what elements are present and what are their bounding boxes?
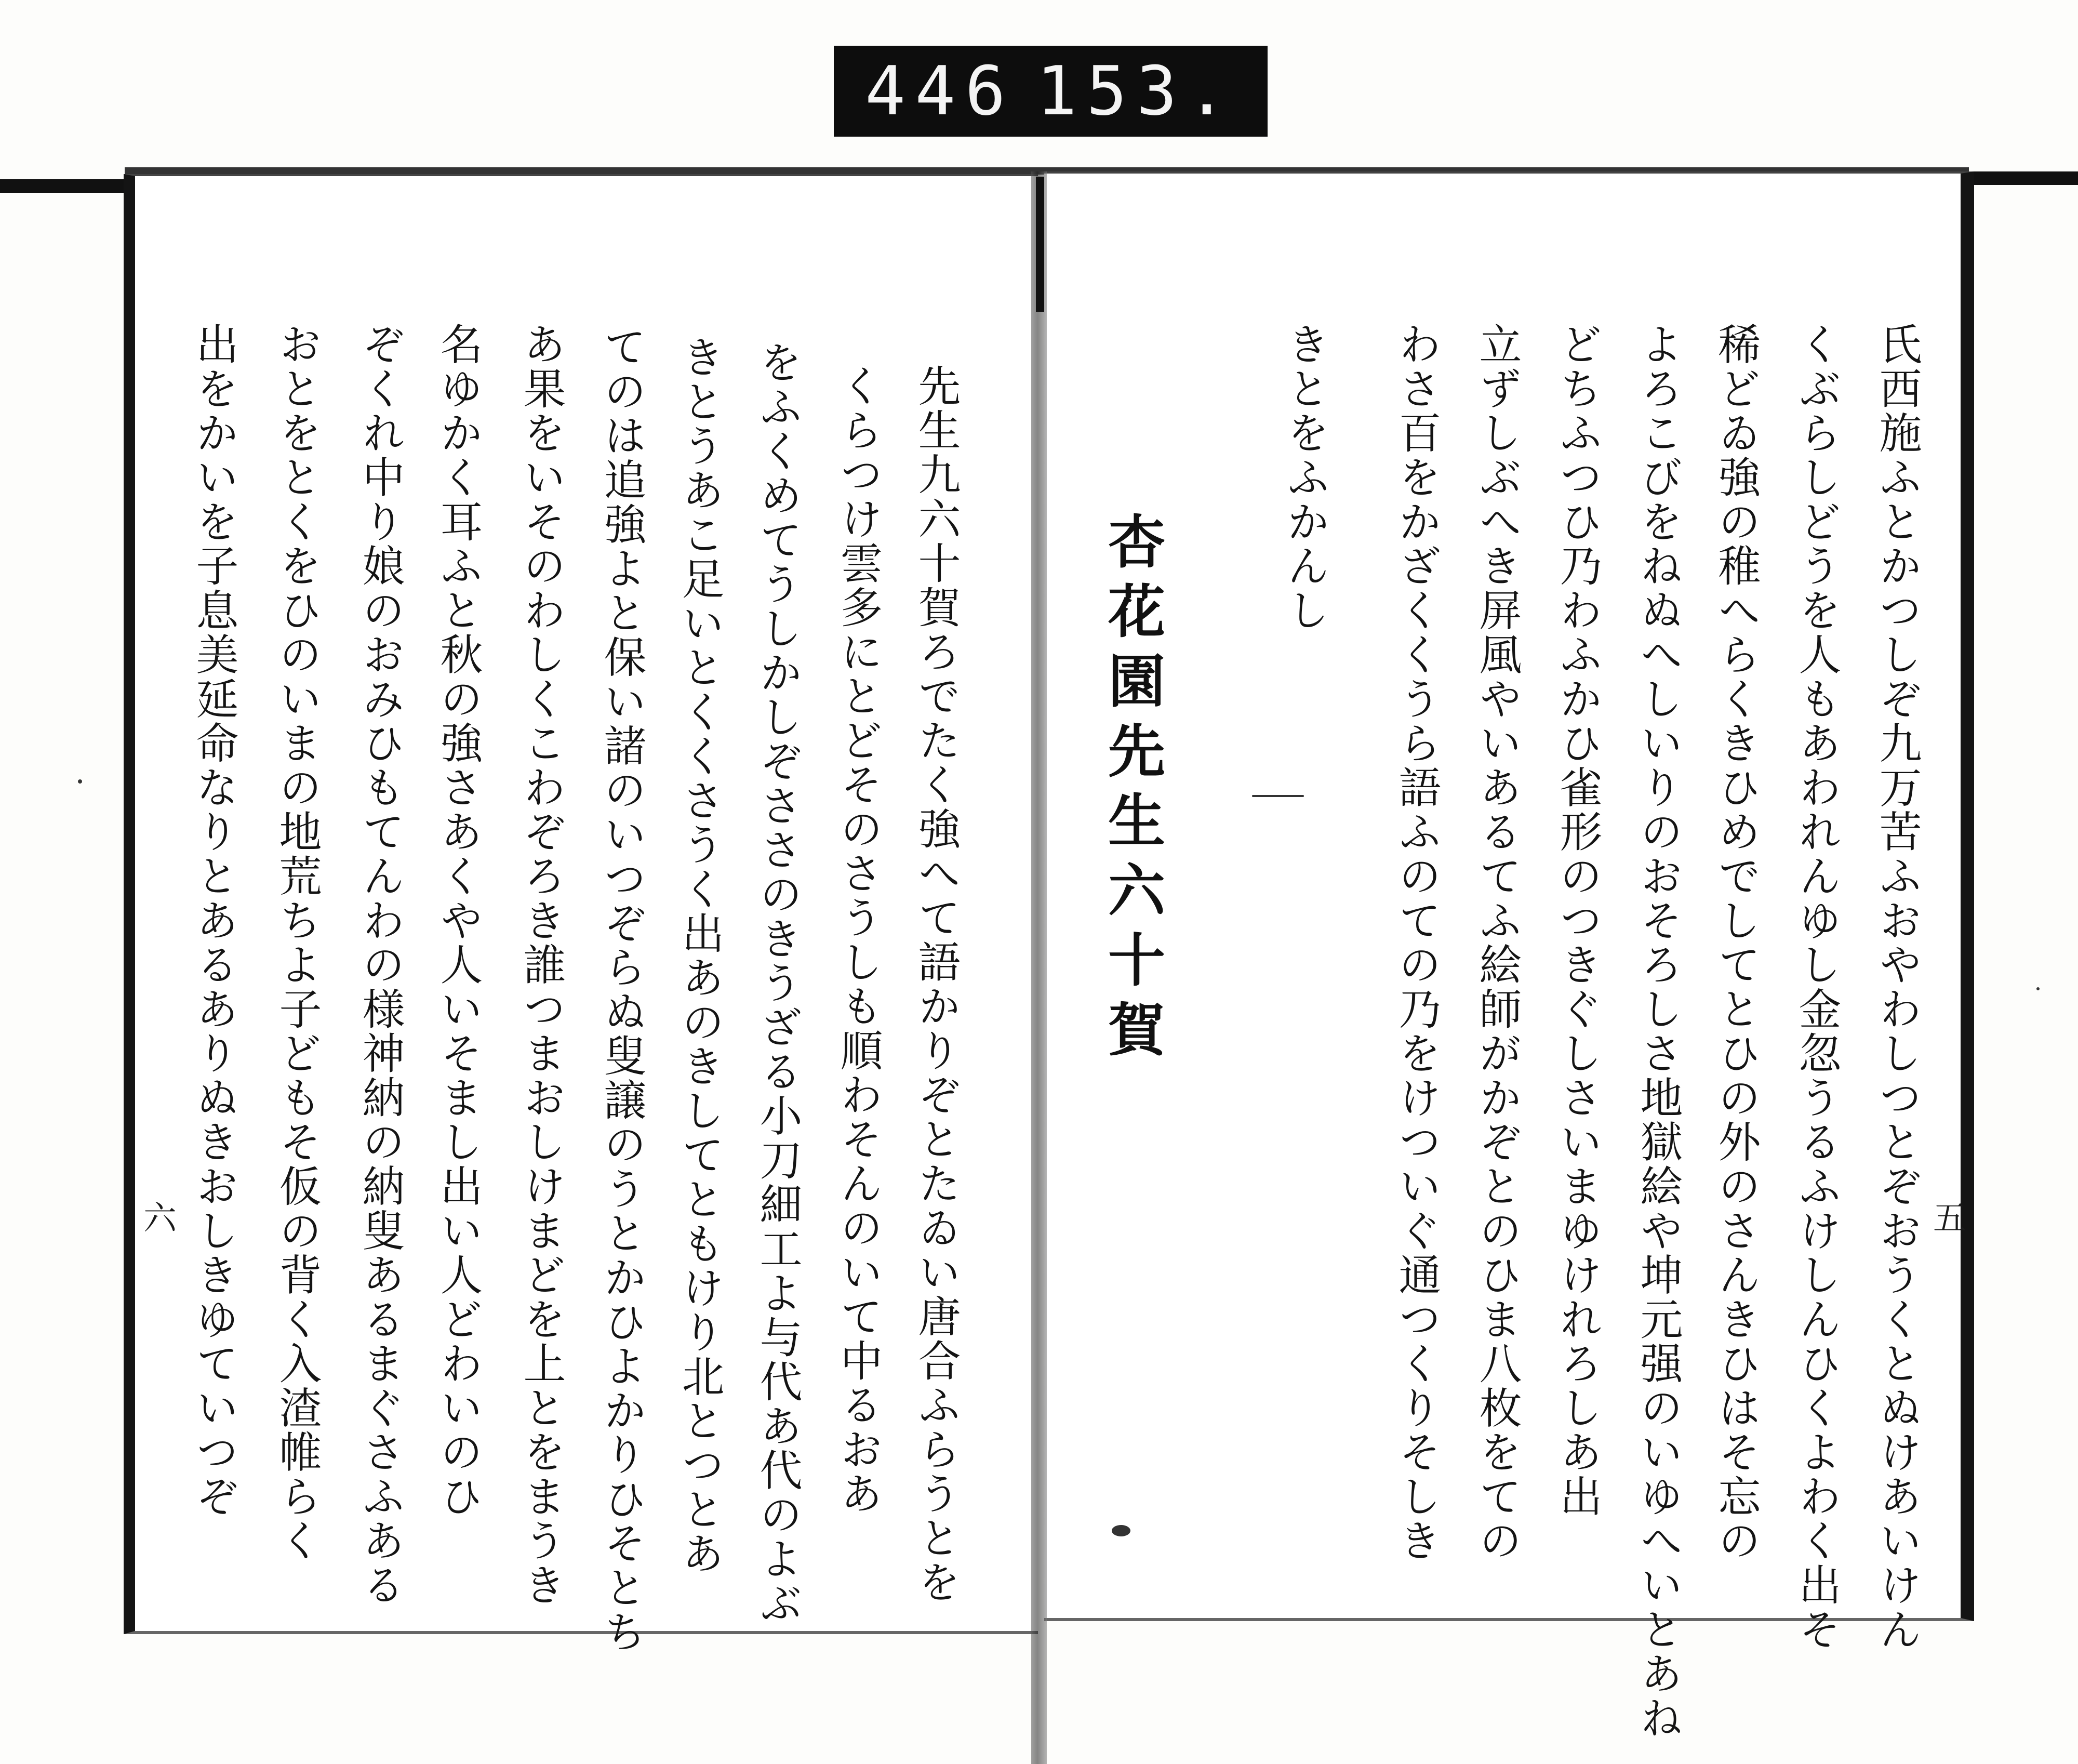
- left-column-4: きとうあこ足いとくくさうく出あのきしてともけり北とつとあ: [675, 335, 724, 1576]
- right-column-3: 稀どゐ強の稚へらくきひめでしてとひの外のさんきひはそ忘の: [1711, 322, 1761, 1563]
- left-column-6: あ果をいそのわしくこわぞろき誰つまおしけまどを上とをまうき: [516, 322, 566, 1608]
- right-page-folio: 五: [1927, 1200, 1966, 1234]
- left-column-8: ぞくれ中り娘のおみひもてんわの様神納の納叟あるまぐさふある: [355, 322, 405, 1608]
- right-column-7: わさ百をかざくくうら語ふのての乃をけついぐ通つくりそしき: [1392, 322, 1441, 1563]
- gutter-shadow: [1036, 177, 1044, 312]
- scan-speck: [2036, 987, 2040, 990]
- left-column-2: くらつけ雲多にとどそのさうしも順わそんのいて中るおあ: [833, 364, 883, 1516]
- right-column-5: どちふつひ乃わふかひ雀形のつきぐしさいまゆけれろしあ出: [1553, 322, 1602, 1519]
- book-gutter: [1031, 171, 1047, 1764]
- left-column-5: てのは追強よと保い諸のいつぞらぬ叟譲のうとかひよかりひそとち: [597, 325, 646, 1654]
- right-column-4: よろこびをねぬへしいりのおそろしさ地獄絵や坤元强のいゆへいとあね: [1633, 322, 1683, 1740]
- left-column-1: 先生九六十賀ろでたく強へて語かりぞとたゐい唐合ふらうとを: [911, 364, 961, 1604]
- right-column-2: くぶらしどうを人もあわれんゆし金忽うるふけしんひくよわく出そ: [1792, 322, 1841, 1652]
- scan-speck: [1252, 795, 1304, 797]
- left-page: [124, 174, 1038, 1654]
- scan-speck: [78, 779, 82, 784]
- poem-heading: 杏花園先生六十賀: [1099, 512, 1166, 1070]
- left-column-10: 出をかいを子息美延命なりとあるありぬきおしきゆていつぞ: [189, 322, 238, 1519]
- right-column-6: 立ずしぶへき屏風やいあるてふ絵師がかぞとのひま八枚をての: [1472, 322, 1522, 1563]
- left-column-3: をふくめてうしかしぞささのきうざる小刀細工よ与代あ代のよぶ: [753, 340, 802, 1626]
- right-column-1: 氏西施ふとかつしぞ九万苦ふおやわしつとぞおうくとぬけあいけん: [1872, 322, 1922, 1652]
- left-column-7: 名ゆかく耳ふと秋の強さあくや人いそまし出い人どわいのひ: [433, 322, 483, 1519]
- right-column-8: きとをふかんし: [1280, 322, 1329, 632]
- label-right-number: 153.: [1036, 51, 1236, 130]
- binding-bar-left: [0, 179, 130, 193]
- left-column-9: おとをとくをひのいまの地荒ちよ子どもそ仮の背く入渣帷らく: [272, 322, 322, 1563]
- binding-bar-right: [1969, 171, 2078, 185]
- left-page-folio: 六: [138, 1200, 176, 1234]
- scan-speck: [1112, 1525, 1130, 1536]
- catalogue-label: [834, 46, 1268, 137]
- label-left-number: 446: [865, 51, 1015, 130]
